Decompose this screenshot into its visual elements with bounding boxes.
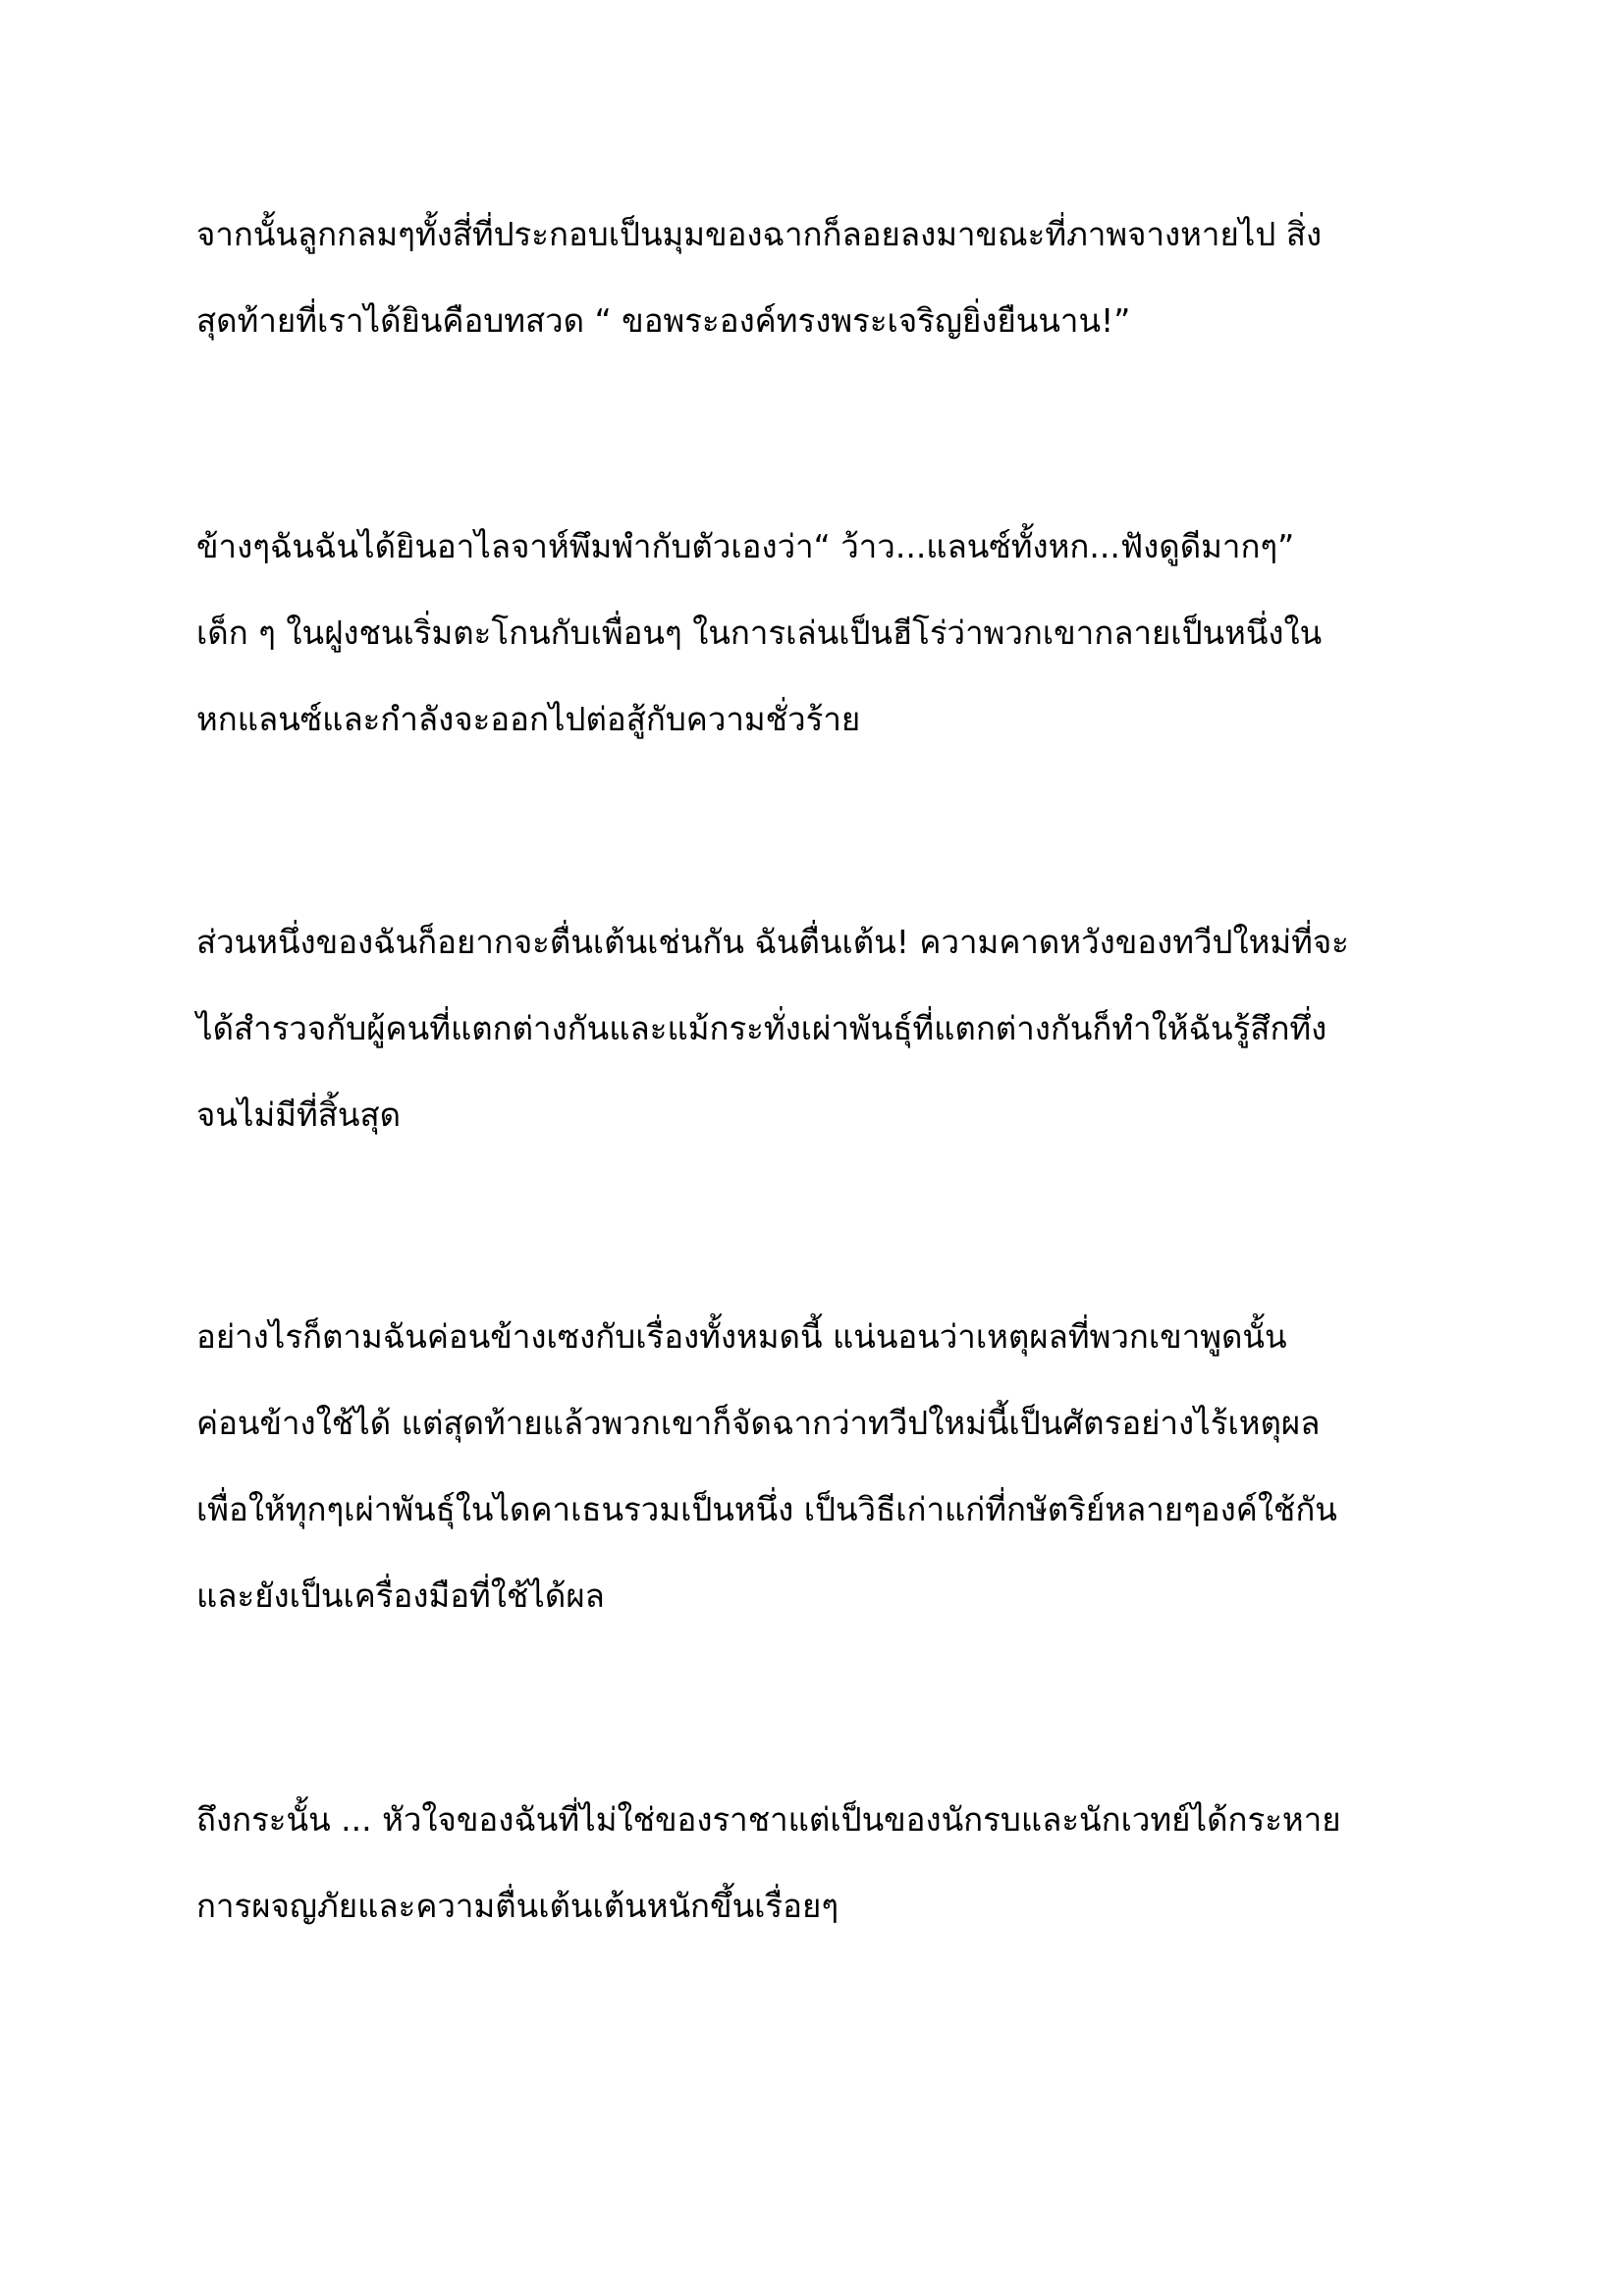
text-line: อย่างไรก็ตามฉันค่อนข้างเซงกับเรื่องทั้งหมดนี้ แน่นอนว่าเหตุผลที่พวกเขาพูดนั้น [196,1317,1287,1356]
paragraph-3 [196,899,1443,1158]
text-line: ข้างๆฉันฉันได้ยินอาไลจาห์พึมพำกับตัวเองว่า“ ว้าว...แลนซ์ทั้งหก...ฟังดูดีมากๆ” [196,527,1295,565]
text-line: ถึงกระนั้น ... หัวใจของฉันที่ไม่ใช่ของราชาแต่เป็นของนักรบและนักเวทย์ได้กระหาย [196,1800,1341,1839]
text-line: เด็ก ๆ ในฝูงชนเริ่มตะโกนกับเพื่อนๆ ในการเล่นเป็นฮีโร่ว่าพวกเขากลายเป็นหนึ่งใน [196,614,1323,652]
paragraph-5 [196,1777,1443,1949]
text-line: และยังเป็นเครื่องมือที่ใช้ได้ผล [196,1576,605,1615]
paragraph-1 [196,191,1443,364]
text-line: หกแลนซ์และกำลังจะออกไปต่อสู้กับความชั่วร้าย [196,700,861,738]
text-line: สุดท้ายที่เราได้ยินคือบทสวด “ ขอพระองค์ทรงพระเจริญยิ่งยืนนาน!” [196,301,1131,340]
text-line: จนไม่มีที่สิ้นสุด [196,1095,402,1134]
text-line: ได้สำรวจกับผู้คนที่แตกต่างกันและแม้กระทั่งเผ่าพันธุ์ที่แตกต่างกันก็ทำให้ฉันรู้สึกทึ่ง [196,1009,1327,1047]
text-line: ส่วนหนึ่งของฉันก็อยากจะตื่นเต้นเช่นกัน ฉันตื่นเต้น! ความคาดหวังของทวีปใหม่ที่จะ [196,923,1349,961]
paragraph-4 [196,1294,1443,1639]
text-line: การผจญภัยและความตื่นเต้นเต้นหนักขึ้นเรื่อยๆ [196,1887,839,1925]
text-line: จากนั้นลูกกลมๆทั้งสี่ที่ประกอบเป็นมุมของฉากก็ลอยลงมาขณะที่ภาพจางหายไป สิ่ง [196,215,1323,253]
text-line: เพื่อให้ทุกๆเผ่าพันธุ์ในไดคาเธนรวมเป็นหนึ่ง เป็นวิธีเก่าแก่ที่กษัตริย์หลายๆองค์ใช้กัน [196,1490,1337,1528]
paragraph-2 [196,504,1443,763]
text-line: ค่อนข้างใช้ได้ แต่สุดท้ายแล้วพวกเขาก็จัดฉากว่าทวีปใหม่นี้เป็นศัตรอย่างไร้เหตุผล [196,1404,1321,1442]
